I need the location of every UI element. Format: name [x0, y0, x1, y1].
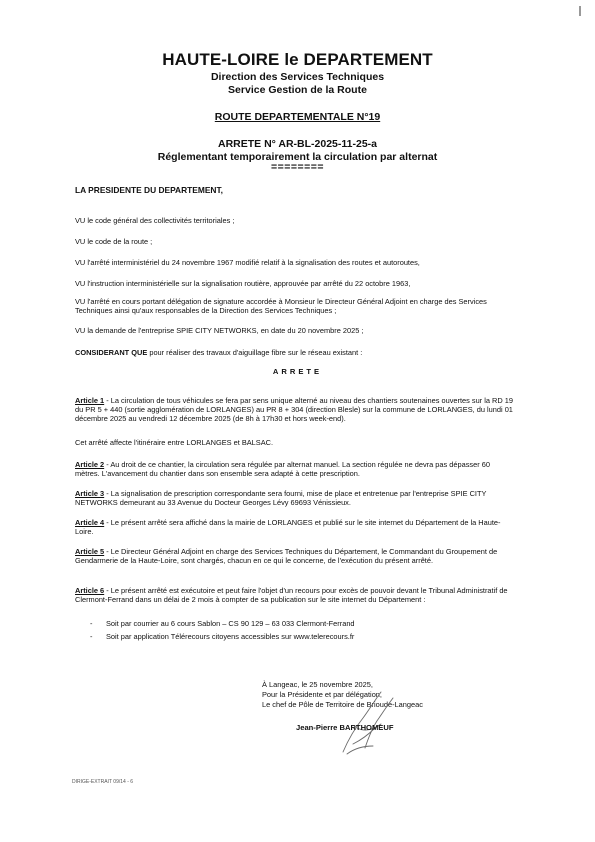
department-title: HAUTE-LOIRE le DEPARTEMENT [162, 50, 433, 69]
scan-mark [579, 6, 581, 16]
considerant-paragraph [75, 348, 515, 357]
recours-text: Soit par application Télérecours citoyens accessibles sur www.telerecours.fr [106, 632, 355, 641]
arrete-number: ARRETE N° AR-BL-2025-11-25-a [217, 138, 378, 150]
vu-item: VU l'arrêté en cours portant délégation de signature accordée à Monsieur le Directeur Général Adjoint en charge des Services Techniques ainsi qu'aux responsables de la Direction des Services Techniques ; [75, 297, 487, 315]
article-label: Article 4 [75, 518, 105, 527]
article-label: Article 5 [75, 547, 105, 556]
article-label: Article 2 [75, 460, 105, 469]
article-2 [75, 460, 515, 478]
vu-item: VU l'arrêté interministériel du 24 novembre 1967 modifié relatif à la signalisation des routes et autoroutes, [75, 258, 420, 267]
signature-place-date: À Langeac, le 25 novembre 2025, [262, 680, 373, 689]
article-6 [75, 586, 515, 604]
article-1 [75, 396, 515, 423]
article-text: - Au droit de ce chantier, la circulation sera régulée par alternat manuel. La section régulée ne devra pas dépasser 60 mètres. L'avancement du chantier dans son ensemble sera adapté à cette prescription. [75, 460, 490, 478]
considerant-label: CONSIDERANT QUE [75, 348, 148, 357]
direction-subtitle: Direction des Services Techniques [210, 71, 385, 83]
article-4 [75, 518, 515, 536]
bullet-icon: - [90, 632, 93, 641]
recours-item [90, 619, 355, 628]
signatory-name: Jean-Pierre BARTHOMEUF [296, 723, 394, 732]
article-label: Article 1 [75, 396, 105, 405]
separator: ======== [270, 161, 325, 173]
recours-item [90, 632, 354, 641]
presidente-heading: LA PRESIDENTE DU DEPARTEMENT, [75, 185, 223, 195]
article-label: Article 3 [75, 489, 105, 498]
considerant-text: pour réaliser des travaux d'aiguillage fibre sur le réseau existant : [147, 348, 363, 357]
signature-delegation: Pour la Présidente et par délégation, [262, 690, 382, 699]
bullet-icon: - [90, 619, 93, 628]
signature-role: Le chef de Pôle de Territoire de Brioude-Langeac [262, 700, 423, 709]
route-heading: ROUTE DEPARTEMENTALE N°19 [214, 111, 381, 123]
article-text: - Le présent arrêté sera affiché dans la mairie de LORLANGES et publié sur le site internet du Département de la Haute-Loire. [75, 518, 501, 536]
article-text: - La signalisation de prescription correspondante sera fourni, mise de place et entretenue par l'entreprise SPIE CITY NETWORKS demeurant au 33 Avenue du Docteur Georges Lévy 69693 Vénissieux. [75, 489, 487, 507]
article-text: - Le Directeur Général Adjoint en charge des Services Techniques du Département, le Commandant du Groupement de Gendarmerie de la Haute-Loire, sont chargés, chacun en ce qui le concerne, de l'exécution du présent arrêté. [75, 547, 498, 565]
vu-item: VU la demande de l'entreprise SPIE CITY NETWORKS, en date du 20 novembre 2025 ; [75, 326, 364, 335]
article-text: - Le présent arrêté est exécutoire et peut faire l'objet d'un recours pour excès de pouvoir devant le Tribunal Administratif de Clermont-Ferrand dans un délai de 2 mois à compter de sa publication sur le site internet du Département : [75, 586, 508, 604]
arrete-title: Réglementant temporairement la circulation par alternat [157, 151, 438, 163]
vu-item: VU l'instruction interministérielle sur la signalisation routière, approuvée par arrêté du 22 octobre 1963, [75, 279, 411, 288]
article-3 [75, 489, 515, 507]
service-subtitle: Service Gestion de la Route [228, 84, 367, 96]
article-label: Article 6 [75, 586, 105, 595]
footer-reference: DIRIGE-EXTRAIT 09/14 - 6 [72, 779, 134, 785]
recours-text: Soit par courrier au 6 cours Sablon – CS 90 129 – 63 033 Clermont-Ferrand [106, 619, 355, 628]
article-1-extra: Cet arrêté affecte l'itinéraire entre LORLANGES et BALSAC. [75, 438, 274, 447]
arrete-heading: ARRETE [272, 367, 323, 376]
vu-item: VU le code général des collectivités territoriales ; [75, 216, 235, 225]
article-5 [75, 547, 515, 565]
article-text: - La circulation de tous véhicules se fera par sens unique alterné au niveau des chantiers soutenaines ouvertes sur la RD 19 du PR 5 + 440 (sortie agglomération de LORLANGES) au PR 8 + 304 (direction Blesle) sur la commune de LORLANGES, du lundi 01 décembre 2025 au vendredi 12 décembre 2025 (de 8h à 17h30 et hors week-end). [75, 396, 513, 423]
vu-item: VU le code de la route ; [75, 237, 153, 246]
